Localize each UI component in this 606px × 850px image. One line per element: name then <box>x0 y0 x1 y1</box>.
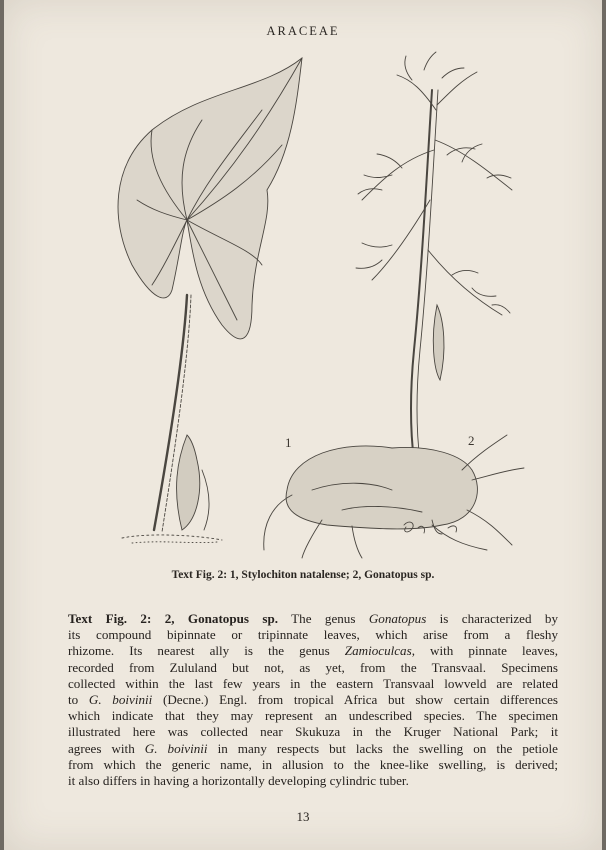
italic-taxon: Gonatopus <box>368 611 427 626</box>
body-line-1-rest: The genus Gonatopus is characterized by <box>278 611 558 626</box>
italic-taxon: Zamioculcas <box>344 643 412 659</box>
figure-label-2: 2 <box>468 433 475 448</box>
figure-label-1: 1 <box>285 435 292 450</box>
body-line-9: agrees with G. boivinii in many respects but lacks the swelling on the petiole <box>68 740 558 756</box>
body-line-1 <box>68 611 558 627</box>
running-header: ARACEAE <box>266 24 340 38</box>
body-line-10: from which the generic name, in allusion to the knee-like swelling, is derived; <box>68 756 558 772</box>
figure-caption: Text Fig. 2: 1, Stylochiton natalense; 2, Gonatopus sp. <box>171 569 435 581</box>
body-line-2: its compound bipinnate or tripinnate leaves, which arise from a fleshy <box>68 627 558 643</box>
italic-taxon: G. boivinii <box>144 740 208 756</box>
botanical-illustration <box>92 50 542 560</box>
body-line-7: which indicate that they may represent an undescribed species. The specimen <box>68 708 558 724</box>
stylochiton-drawing <box>118 58 302 543</box>
plant-drawings <box>92 50 542 560</box>
body-line-6: to G. boivinii (Decne.) Engl. from tropical Africa but show certain differences <box>68 692 558 708</box>
italic-taxon: G. boivinii <box>88 692 153 708</box>
body-line-3: rhizome. Its nearest ally is the genus Zamioculcas, with pinnate leaves, <box>68 643 559 659</box>
gonatopus-drawing <box>264 52 524 558</box>
book-page <box>4 0 602 850</box>
body-line-11: it also differs in having a horizontally developing cylindric tuber. <box>68 773 409 789</box>
body-line-5: collected within the last few years in the eastern Transvaal lowveld are related <box>68 675 558 691</box>
page-number: 13 <box>296 809 310 824</box>
body-lead: Text Fig. 2: 2, Gonatopus sp. <box>68 611 279 626</box>
body-paragraph <box>68 611 558 789</box>
body-line-8: illustrated here was collected near Skukuza in the Kruger National Park; it <box>68 724 558 740</box>
body-line-4: recorded from Zululand but not, as yet, from the Transvaal. Specimens <box>68 659 558 675</box>
